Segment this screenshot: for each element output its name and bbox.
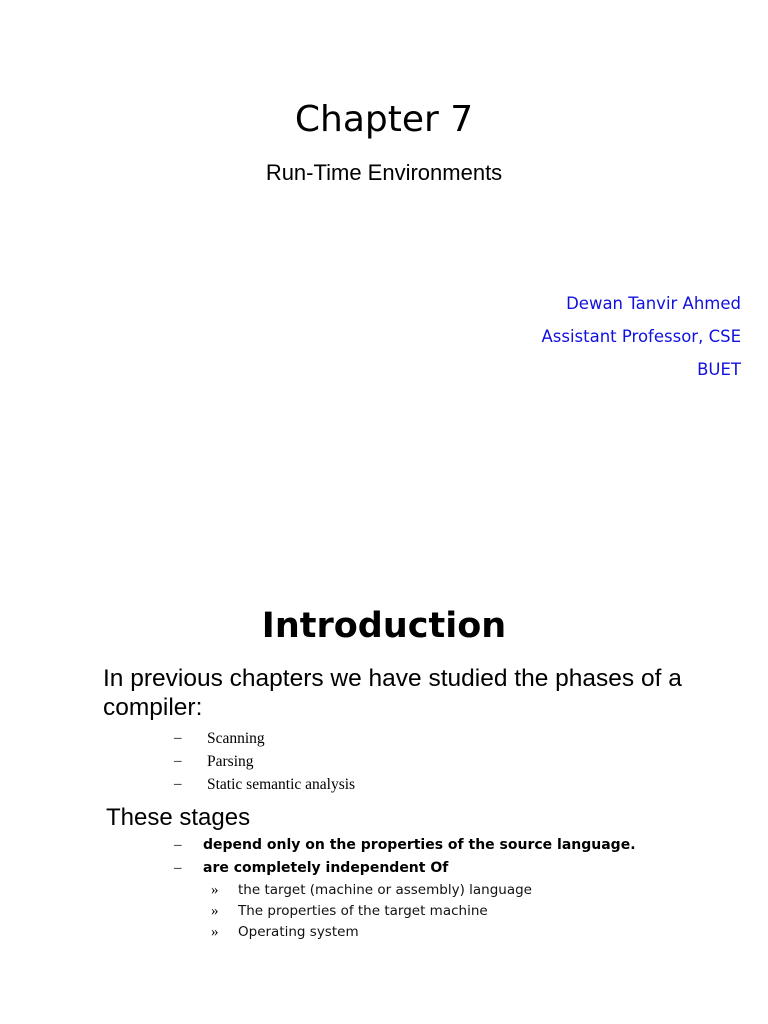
introduction-slide <box>0 560 768 1024</box>
raquo-bullet: » <box>211 882 219 898</box>
introduction-title: Introduction <box>261 606 507 646</box>
author-position: Assistant Professor, CSE <box>541 327 741 346</box>
author-name: Dewan Tanvir Ahmed <box>566 294 741 313</box>
chapter-title: Chapter 7 <box>294 99 474 140</box>
independent-item: the target (machine or assembly) language <box>238 882 532 898</box>
phase-item: Scanning <box>207 730 265 747</box>
chapter-subtitle: Run-Time Environments <box>265 160 503 185</box>
dash-bullet: – <box>174 730 182 746</box>
dash-bullet: – <box>174 776 182 792</box>
dash-bullet: – <box>174 753 182 769</box>
independent-item: The properties of the target machine <box>238 903 488 919</box>
dash-bullet: – <box>174 860 182 876</box>
raquo-bullet: » <box>211 903 219 919</box>
author-block <box>541 290 741 389</box>
independent-item: Operating system <box>238 924 359 940</box>
phase-item: Static semantic analysis <box>207 776 356 793</box>
phase-item: Parsing <box>207 753 254 770</box>
stage-item: depend only on the properties of the source language. <box>203 837 636 853</box>
dash-bullet: – <box>174 837 182 853</box>
raquo-bullet: » <box>211 924 219 940</box>
author-institution: BUET <box>697 360 741 379</box>
intro-paragraph: In previous chapters we have studied the phases of a compiler: <box>103 665 682 721</box>
stage-item: are completely independent Of <box>203 860 449 876</box>
stages-heading: These stages <box>106 804 251 831</box>
